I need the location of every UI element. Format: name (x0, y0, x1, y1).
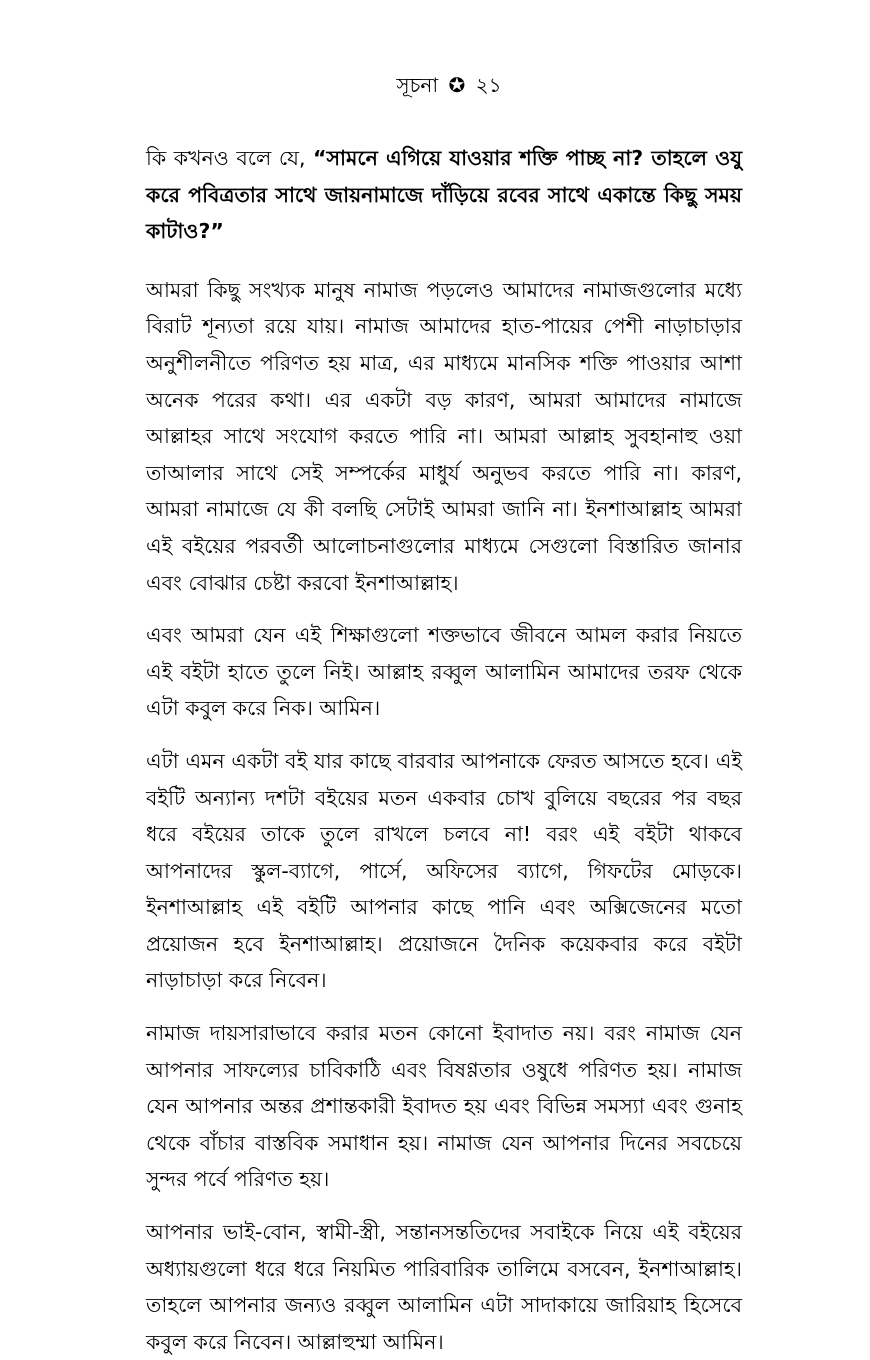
paragraph-2: আমরা কিছু সংখ্যক মানুষ নামাজ পড়লেও আমাদের নামাজগুলোর মধ্যে বিরাট শূন্যতা রয়ে যায়। নামাজ আমাদের হাত-পায়ের পেশী নাড়াচাড়ার অনুশীলনীতে পরিণত হয় মাত্র, এর মাধ্যমে মানসিক শক্তি পাওয়ার আশা অনেক পরের কথা। এর একটা বড় কারণ, আমরা আমাদের নামাজে আল্লাহর সাথে সংযোগ করতে পারি না। আমরা আল্লাহ সুবহানাহু ওয়া তাআলার সাথে সেই সম্পর্কের মাধুর্য অনুভব করতে পারি না। কারণ, আমরা নামাজে যে কী বলছি সেটাই আমরা জানি না। ইনশাআল্লাহ আমরা এই বইয়ের পরবর্তী আলোচনাগুলোর মাধ্যমে সেগুলো বিস্তারিত জানার এবং বোঝার চেষ্টা করবো ইনশাআল্লাহ। (146, 277, 742, 595)
page-number: ২১ (475, 73, 502, 97)
running-header (146, 70, 742, 100)
separator-icon: ✪ (448, 73, 466, 97)
paragraph-1-lead: কি কখনও বলে যে, (146, 146, 314, 170)
paragraph-3: এবং আমরা যেন এই শিক্ষাগুলো শক্তভাবে জীবনে আমল করার নিয়তে এই বইটা হাতে তুলে নিই। আল্লাহ রব্বুল আলামিন আমাদের তরফ থেকে এটা কবুল করে নিক। আমিন। (146, 623, 742, 721)
chapter-title: সূচনা (396, 73, 439, 97)
paragraph-1 (146, 140, 742, 250)
paragraph-4: এটা এমন একটা বই যার কাছে বারবার আপনাকে ফেরত আসতে হবে। এই বইটি অন্যান্য দশটা বইয়ের মতন একবার চোখ বুলিয়ে বছরের পর বছর ধরে বইয়ের তাকে তুলে রাখলে চলবে না! বরং এই বইটা থাকবে আপনাদের স্কুল-ব্যাগে, পার্সে, অফিসের ব্যাগে, গিফটের মোড়কে। ইনশাআল্লাহ এই বইটি আপনার কাছে পানি এবং অক্সিজেনের মতো প্রয়োজন হবে ইনশাআল্লাহ। প্রয়োজনে দৈনিক কয়েকবার করে বইটা নাড়াচাড়া করে নিবেন। (146, 748, 742, 993)
paragraph-5: নামাজ দায়সারাভাবে করার মতন কোনো ইবাদাত নয়। বরং নামাজ যেন আপনার সাফল্যের চাবিকাঠি এবং বিষণ্ণতার ওষুধে পরিণত হয়। নামাজ যেন আপনার অন্তর প্রশান্তকারী ইবাদত হয় এবং বিভিন্ন সমস্যা এবং গুনাহ থেকে বাঁচার বাস্তবিক সমাধান হয়। নামাজ যেন আপনার দিনের সবচেয়ে সুন্দর পর্বে পরিণত হয়। (146, 1021, 742, 1192)
paragraph-1-emphasis: “সামনে এগিয়ে যাওয়ার শক্তি পাচ্ছ না? তাহলে ওযু করে পবিত্রতার সাথে জায়নামাজে দাঁড়িয়ে রবের সাথে একান্তে কিছু সময় কাটাও?” (146, 146, 742, 244)
paragraph-6: আপনার ভাই-বোন, স্বামী-স্ত্রী, সন্তানসন্ততিদের সবাইকে নিয়ে এই বইয়ের অধ্যায়গুলো ধরে ধরে নিয়মিত পারিবারিক তালিমে বসবেন, ইনশাআল্লাহ। তাহলে আপনার জন্যও রব্বুল আলামিন এটা সাদাকায়ে জারিয়াহ হিসেবে কবুল করে নিবেন। আল্লাহুম্মা আমিন। (146, 1220, 742, 1354)
